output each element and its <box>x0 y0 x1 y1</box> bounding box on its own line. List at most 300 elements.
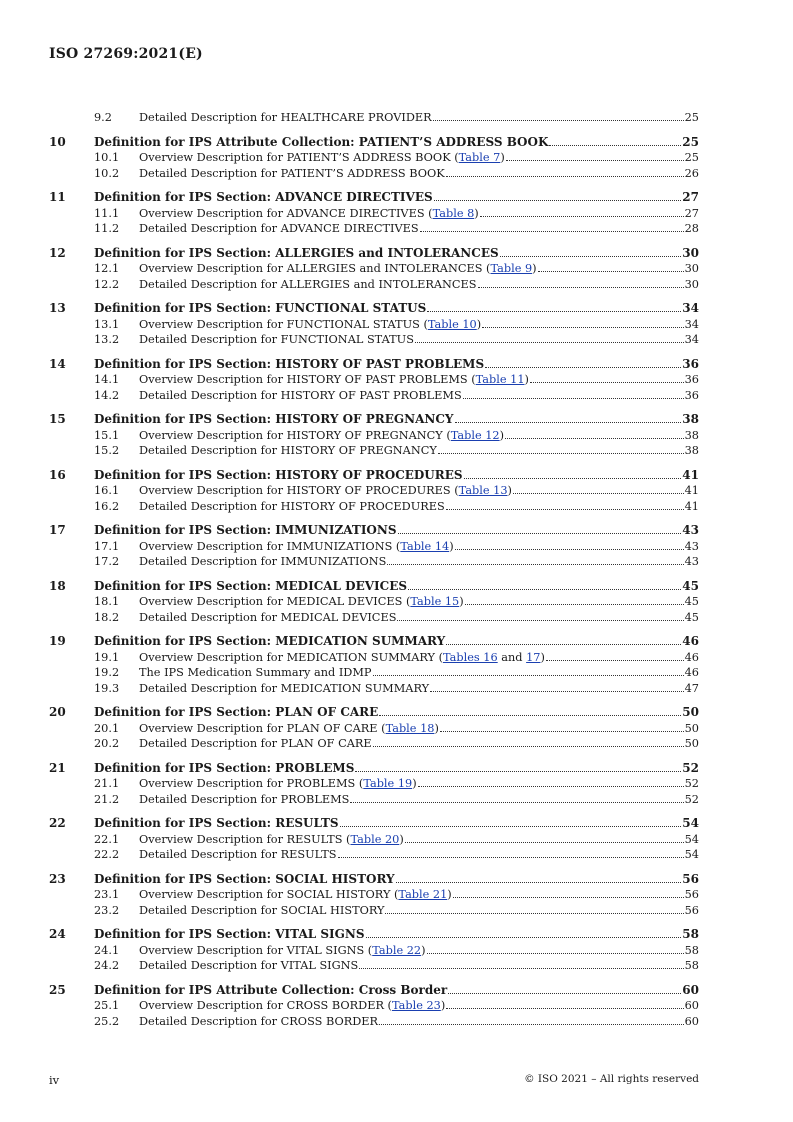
dot-leader <box>446 508 684 510</box>
toc-section-entry[interactable] <box>49 301 699 317</box>
toc-section-entry[interactable] <box>49 983 699 999</box>
table-reference-link[interactable]: Table 13 <box>458 484 508 497</box>
toc-subsection-entry[interactable] <box>49 428 699 444</box>
toc-entry-text: ) <box>476 317 482 331</box>
toc-entry-title <box>139 499 445 515</box>
dot-leader <box>427 310 681 312</box>
toc-entry-number: 15.2 <box>94 444 120 457</box>
toc-subsection-entry[interactable] <box>49 261 699 277</box>
toc-entry-text: Definition for IPS Attribute Collection: Cross Border <box>94 982 448 997</box>
toc-entry-number: 11.1 <box>94 206 120 220</box>
toc-entry-text: ) <box>532 262 537 275</box>
dot-leader <box>480 215 684 217</box>
toc-subsection-entry[interactable] <box>49 776 699 792</box>
toc-entry-title <box>139 1014 378 1030</box>
toc-entry-text: ) <box>399 832 404 846</box>
toc-entry-number: 16.2 <box>94 499 120 513</box>
dot-leader <box>546 659 684 661</box>
toc-subsection-entry[interactable] <box>49 650 699 666</box>
toc-subsection-entry[interactable] <box>49 372 699 388</box>
toc-entry-number: 22.2 <box>94 848 120 861</box>
dot-leader <box>373 674 684 676</box>
copyright-notice: © ISO 2021 – All rights reserved <box>524 1073 699 1085</box>
toc-section-entry[interactable] <box>49 190 699 206</box>
toc-section-entry[interactable] <box>49 135 699 151</box>
toc-page-number[interactable]: 60 <box>684 999 699 1012</box>
toc-entry-text: Overview Description for PLAN OF CARE ( <box>139 721 386 735</box>
toc-page-number[interactable]: 34 <box>682 301 699 315</box>
toc-entry-text: ) <box>459 595 464 608</box>
toc-entry-text: Detailed Description for RESULTS <box>139 848 337 861</box>
table-reference-link[interactable]: Table 20 <box>350 832 400 846</box>
toc-page-number[interactable]: 56 <box>682 871 699 886</box>
toc-subsection-entry[interactable] <box>49 499 699 515</box>
table-reference-link[interactable]: Table 8 <box>432 206 475 220</box>
toc-entry-text: Detailed Description for PATIENT’S ADDRESS BOOK <box>139 166 445 180</box>
toc-entry-number: 16.1 <box>94 484 120 497</box>
toc-page-number[interactable]: 41 <box>684 499 699 513</box>
toc-page-number[interactable]: 45 <box>682 578 699 593</box>
toc-subsection-entry[interactable] <box>49 832 699 848</box>
toc-subsection-entry[interactable] <box>49 958 699 974</box>
toc-page-number[interactable]: 34 <box>684 317 699 331</box>
toc-page-number[interactable]: 60 <box>684 1014 699 1028</box>
dot-leader <box>385 912 683 914</box>
toc-entry-line <box>139 594 699 610</box>
toc-entry-line <box>94 190 699 206</box>
toc-entry-title <box>139 958 358 974</box>
toc-page-number[interactable]: 41 <box>682 467 699 482</box>
toc-entry-title <box>139 150 505 166</box>
toc-page-number[interactable]: 50 <box>684 737 699 750</box>
dot-leader <box>464 477 682 479</box>
toc-entry-number: 11 <box>49 190 66 204</box>
toc-subsection-entry[interactable] <box>49 277 699 293</box>
toc-section-entry[interactable] <box>49 357 699 373</box>
toc-subsection-entry[interactable] <box>49 150 699 166</box>
toc-page-number[interactable]: 30 <box>684 277 699 291</box>
toc-entry-text: Detailed Description for MEDICATION SUMMARY <box>139 681 430 695</box>
toc-page-number[interactable]: 27 <box>682 190 699 204</box>
toc-entry-text: Definition for IPS Section: HISTORY OF PREGNANCY <box>94 412 454 426</box>
toc-page-number[interactable]: 43 <box>682 523 699 537</box>
toc-entry-number: 17.2 <box>94 555 120 568</box>
toc-entry-number: 13 <box>49 301 66 315</box>
toc-entry-text: Detailed Description for HISTORY OF PREGNANCY <box>139 444 437 457</box>
toc-entry-title <box>139 221 419 237</box>
toc-entry-text: Detailed Description for SOCIAL HISTORY <box>139 903 385 917</box>
toc-page-number[interactable]: 38 <box>684 428 699 442</box>
toc-entry-line <box>139 150 699 166</box>
dot-leader <box>408 588 681 590</box>
toc-page-number[interactable]: 43 <box>684 539 699 553</box>
toc-entry-line <box>94 634 699 650</box>
dot-leader <box>355 770 681 772</box>
toc-subsection-entry[interactable] <box>49 903 699 919</box>
dot-leader <box>434 199 682 201</box>
toc-entry-number: 24 <box>49 927 66 941</box>
toc-page-number[interactable]: 58 <box>682 927 699 941</box>
toc-entry-text: ) <box>500 151 505 164</box>
toc-entry-text: Overview Description for IMMUNIZATIONS ( <box>139 539 401 553</box>
toc-entry-title <box>139 388 462 404</box>
toc-subsection-entry[interactable] <box>49 1014 699 1030</box>
toc-page-number[interactable]: 36 <box>684 373 699 386</box>
toc-entry-line <box>139 736 699 752</box>
dot-leader <box>338 856 684 858</box>
toc-page-number[interactable]: 46 <box>684 666 699 679</box>
table-reference-link[interactable]: Table 15 <box>410 595 460 608</box>
toc-entry-text: and <box>497 650 527 664</box>
toc-section-entry[interactable] <box>49 705 699 721</box>
toc-entry-text: Detailed Description for HEALTHCARE PROVIDER <box>139 111 432 124</box>
dot-leader <box>430 690 684 692</box>
toc-entry-title <box>139 847 337 863</box>
toc-subsection-entry[interactable] <box>49 206 699 222</box>
toc-section-entry[interactable] <box>49 816 699 832</box>
toc-entry-text: Overview Description for HISTORY OF PROCEDURES ( <box>139 484 459 497</box>
toc-entry-text: Definition for IPS Section: ALLERGIES and INTOLERANCES <box>94 245 499 260</box>
toc-entry-text: Detailed Description for ALLERGIES and INTOLERANCES <box>139 277 477 291</box>
toc-entry-title <box>139 317 481 333</box>
toc-entry-text: Definition for IPS Section: SOCIAL HISTORY <box>94 871 395 886</box>
toc-entry-text: Overview Description for HISTORY OF PREGNANCY ( <box>139 428 451 442</box>
dot-leader <box>418 785 684 787</box>
toc-entry-text: Detailed Description for HISTORY OF PAST PROBLEMS <box>139 388 462 402</box>
toc-subsection-entry[interactable] <box>49 943 699 959</box>
toc-entry-line <box>139 372 699 388</box>
dot-leader <box>440 730 684 732</box>
toc-page-number[interactable]: 50 <box>682 705 699 719</box>
toc-page-number[interactable]: 25 <box>684 111 699 124</box>
toc-subsection-entry[interactable] <box>49 554 699 570</box>
table-reference-link[interactable]: Table 9 <box>490 262 533 275</box>
toc-entry-title <box>94 983 447 999</box>
toc-page-number[interactable]: 46 <box>684 650 699 664</box>
toc-subsection-entry[interactable] <box>49 610 699 626</box>
toc-page-number[interactable]: 27 <box>684 206 699 220</box>
table-reference-link[interactable]: Table 14 <box>400 539 450 553</box>
toc-entry-title <box>139 832 404 848</box>
toc-subsection-entry[interactable] <box>49 736 699 752</box>
toc-page-number[interactable]: 46 <box>682 634 699 648</box>
toc-page-number[interactable]: 50 <box>684 721 699 735</box>
toc-entry-number: 20 <box>49 705 66 719</box>
toc-entry-text: Definition for IPS Attribute Collection: PATIENT’S ADDRESS BOOK <box>94 134 549 149</box>
toc-entry-text: Definition for IPS Section: IMMUNIZATIONS <box>94 523 397 537</box>
toc-subsection-entry[interactable] <box>49 110 699 126</box>
toc-entry-title <box>139 483 512 499</box>
toc-entry-title <box>94 468 463 484</box>
toc-entry-number: 17 <box>49 523 66 537</box>
toc-section-entry[interactable] <box>49 579 699 595</box>
toc-entry-number: 13.2 <box>94 333 120 346</box>
dot-leader <box>463 397 684 399</box>
toc-entry-line <box>94 523 699 539</box>
toc-entry-line <box>139 388 699 404</box>
toc-entry-number: 19.1 <box>94 650 120 664</box>
toc-entry-number: 13.1 <box>94 317 120 331</box>
toc-subsection-entry[interactable] <box>49 317 699 333</box>
toc-entry-number: 12.2 <box>94 277 120 291</box>
toc-entry-line <box>94 983 699 999</box>
toc-entry-title <box>94 190 433 206</box>
toc-section-entry[interactable] <box>49 634 699 650</box>
toc-entry-title <box>139 594 464 610</box>
toc-subsection-entry[interactable] <box>49 998 699 1014</box>
dot-leader <box>505 437 684 439</box>
toc-page-number[interactable]: 38 <box>684 444 699 457</box>
toc-subsection-entry[interactable] <box>49 388 699 404</box>
toc-entry-line <box>139 277 699 293</box>
toc-page-number[interactable]: 52 <box>684 777 699 790</box>
toc-entry-number: 17.1 <box>94 539 120 553</box>
toc-entry-line <box>139 847 699 863</box>
dot-leader <box>530 381 684 383</box>
toc-page-number[interactable]: 56 <box>684 903 699 917</box>
toc-entry-text: Overview Description for MEDICATION SUMMARY ( <box>139 650 443 664</box>
toc-entry-title <box>139 277 477 293</box>
toc-entry-title <box>94 816 339 832</box>
toc-entry-text: Overview Description for VITAL SIGNS ( <box>139 943 373 957</box>
dot-leader <box>453 896 684 898</box>
toc-entry-title <box>139 792 349 808</box>
toc-entry-number: 24.1 <box>94 943 120 957</box>
toc-entry-number: 10.2 <box>94 166 120 180</box>
table-reference-link[interactable]: Table 23 <box>391 999 441 1012</box>
toc-page-number[interactable]: 28 <box>684 222 699 235</box>
table-reference-link[interactable]: Table 7 <box>458 151 501 164</box>
toc-entry-line <box>139 483 699 499</box>
table-reference-link[interactable]: Table 12 <box>450 428 500 442</box>
toc-entry-text: Definition for IPS Section: PLAN OF CARE <box>94 705 379 719</box>
toc-entry-line <box>94 246 699 262</box>
toc-entry-number: 21 <box>49 760 66 775</box>
toc-entry-line <box>139 443 699 459</box>
table-reference-link[interactable]: Table 21 <box>398 888 448 901</box>
toc-entry-text: Detailed Description for PROBLEMS <box>139 792 350 806</box>
toc-entry-number: 19.3 <box>94 681 120 695</box>
toc-entry-line <box>139 206 699 222</box>
toc-section-entry[interactable] <box>49 761 699 777</box>
toc-entry-line <box>139 721 699 737</box>
toc-page-number[interactable]: 58 <box>684 959 699 972</box>
toc-entry-title <box>139 998 445 1014</box>
toc-entry-text: ) <box>412 777 417 790</box>
table-reference-link[interactable]: Table 19 <box>363 777 413 790</box>
toc-page-number[interactable]: 58 <box>684 943 699 957</box>
toc-entry-number: 18 <box>49 578 66 593</box>
toc-page-number[interactable]: 38 <box>682 412 699 426</box>
table-reference-link[interactable]: Table 10 <box>427 317 477 331</box>
dot-leader <box>373 745 684 747</box>
table-reference-link[interactable]: Table 18 <box>385 721 435 735</box>
toc-entry-text: Overview Description for PATIENT’S ADDRESS BOOK ( <box>139 151 459 164</box>
toc-page-number[interactable]: 54 <box>684 832 699 846</box>
toc-entry-title <box>139 887 452 903</box>
toc-page-number[interactable]: 54 <box>684 848 699 861</box>
toc-entry-text: Definition for IPS Section: VITAL SIGNS <box>94 927 365 941</box>
toc-entry-number: 25.2 <box>94 1014 120 1028</box>
toc-entry-title <box>139 110 432 126</box>
toc-section-entry[interactable] <box>49 523 699 539</box>
dot-leader <box>438 452 684 454</box>
toc-page-number[interactable]: 25 <box>684 151 699 164</box>
toc-entry-line <box>139 610 699 626</box>
toc-subsection-entry[interactable] <box>49 887 699 903</box>
toc-entry-number: 25.1 <box>94 999 120 1012</box>
toc-entry-text: Definition for IPS Section: ADVANCE DIRECTIVES <box>94 190 433 204</box>
toc-page-number[interactable]: 25 <box>682 134 699 149</box>
toc-page-number[interactable]: 30 <box>682 245 699 260</box>
toc-entry-line <box>139 943 699 959</box>
toc-subsection-entry[interactable] <box>49 483 699 499</box>
dot-leader <box>398 532 682 534</box>
dot-leader <box>427 952 684 954</box>
toc-page-number[interactable]: 36 <box>682 356 699 371</box>
toc-entry-title <box>139 428 504 444</box>
toc-entry-line <box>139 554 699 570</box>
dot-leader <box>420 230 684 232</box>
toc-subsection-entry[interactable] <box>49 332 699 348</box>
toc-section-entry[interactable] <box>49 468 699 484</box>
toc-entry-line <box>139 832 699 848</box>
table-reference-link[interactable]: Table 22 <box>372 943 422 957</box>
toc-page-number[interactable]: 52 <box>684 792 699 806</box>
toc-subsection-entry[interactable] <box>49 594 699 610</box>
toc-subsection-entry[interactable] <box>49 847 699 863</box>
dot-leader <box>446 1007 683 1009</box>
toc-page-number[interactable]: 56 <box>684 888 699 901</box>
document-id-header: ISO 27269:2021(E) <box>49 46 203 62</box>
dot-leader <box>387 563 683 565</box>
table-reference-link[interactable]: 17 <box>526 650 541 664</box>
toc-page-number[interactable]: 30 <box>684 262 699 275</box>
page-number: iv <box>49 1073 60 1087</box>
toc-entry-number: 20.2 <box>94 737 120 750</box>
toc-entry-title <box>139 443 437 459</box>
toc-section-entry[interactable] <box>49 246 699 262</box>
toc-section-entry[interactable] <box>49 927 699 943</box>
toc-entry-line <box>139 887 699 903</box>
dot-leader <box>433 119 684 121</box>
toc-entry-line <box>94 927 699 943</box>
toc-page-number[interactable]: 54 <box>682 816 699 830</box>
toc-entry-text: Overview Description for ADVANCE DIRECTIVES ( <box>139 206 433 220</box>
table-reference-link[interactable]: Tables 16 <box>443 650 498 664</box>
table-reference-link[interactable]: Table 11 <box>475 373 525 386</box>
toc-entry-text: ) <box>421 943 426 957</box>
toc-entry-title <box>139 554 386 570</box>
dot-leader <box>448 992 681 994</box>
toc-entry-title <box>94 872 395 888</box>
toc-entry-text: ) <box>434 721 439 735</box>
toc-page-number[interactable]: 45 <box>684 595 699 608</box>
toc-entry-number: 15 <box>49 412 66 426</box>
toc-page-number[interactable]: 41 <box>684 484 699 497</box>
toc-subsection-entry[interactable] <box>49 721 699 737</box>
toc-subsection-entry[interactable] <box>49 792 699 808</box>
toc-page-number[interactable]: 52 <box>682 760 699 775</box>
toc-section-entry[interactable] <box>49 412 699 428</box>
toc-entry-line <box>139 903 699 919</box>
toc-entry-text: Definition for IPS Section: HISTORY OF PROCEDURES <box>94 467 463 482</box>
dot-leader <box>397 619 683 621</box>
toc-entry-text: ) <box>540 650 545 664</box>
toc-entry-text: Overview Description for HISTORY OF PAST PROBLEMS ( <box>139 373 476 386</box>
toc-entry-title <box>94 301 426 317</box>
dot-leader <box>379 1023 684 1025</box>
toc-entry-title <box>139 539 454 555</box>
toc-entry-line <box>139 650 699 666</box>
toc-entry-number: 14.2 <box>94 388 120 402</box>
toc-entry-text: Overview Description for RESULTS ( <box>139 832 351 846</box>
dot-leader <box>396 881 682 883</box>
toc-subsection-entry[interactable] <box>49 681 699 697</box>
toc-entry-line <box>94 816 699 832</box>
toc-page-number[interactable]: 26 <box>684 166 699 180</box>
toc-entry-number: 23.2 <box>94 903 120 917</box>
toc-entry-text: Detailed Description for FUNCTIONAL STATUS <box>139 333 414 346</box>
dot-leader <box>465 603 684 605</box>
toc-entry-text: Definition for IPS Section: MEDICAL DEVICES <box>94 578 408 593</box>
toc-entry-number: 20.1 <box>94 721 120 735</box>
toc-section-entry[interactable] <box>49 872 699 888</box>
toc-entry-text: ) <box>447 888 452 901</box>
toc-entry-text: Detailed Description for ADVANCE DIRECTIVES <box>139 222 419 235</box>
toc-subsection-entry[interactable] <box>49 166 699 182</box>
toc-entry-line <box>139 428 699 444</box>
toc-entry-text: Overview Description for CROSS BORDER ( <box>139 999 392 1012</box>
toc-entry-line <box>139 261 699 277</box>
toc-entry-line <box>94 135 699 151</box>
toc-entry-number: 21.2 <box>94 792 120 806</box>
dot-leader <box>446 175 684 177</box>
dot-leader <box>446 643 681 645</box>
toc-entry-title <box>94 927 365 943</box>
toc-entry-title <box>139 372 529 388</box>
toc-subsection-entry[interactable] <box>49 221 699 237</box>
dot-leader <box>500 255 682 257</box>
toc-entry-number: 12 <box>49 245 66 260</box>
toc-entry-title <box>139 681 429 697</box>
dot-leader <box>455 548 684 550</box>
toc-subsection-entry[interactable] <box>49 665 699 681</box>
toc-entry-number: 23 <box>49 871 66 886</box>
toc-entry-text: Definition for IPS Section: PROBLEMS <box>94 760 355 775</box>
toc-entry-text: Overview Description for FUNCTIONAL STATUS ( <box>139 317 428 331</box>
toc-subsection-entry[interactable] <box>49 443 699 459</box>
toc-page-number[interactable]: 36 <box>684 388 699 402</box>
toc-entry-number: 23.1 <box>94 888 120 901</box>
toc-entry-line <box>139 681 699 697</box>
toc-entry-title <box>94 412 454 428</box>
toc-entry-text: Detailed Description for CROSS BORDER <box>139 1014 379 1028</box>
toc-page-number[interactable]: 47 <box>684 681 699 695</box>
toc-page-number[interactable]: 60 <box>682 982 699 997</box>
toc-entry-text: ) <box>449 539 454 553</box>
toc-page-number[interactable]: 34 <box>684 333 699 346</box>
toc-entry-text: Overview Description for MEDICAL DEVICES ( <box>139 595 411 608</box>
toc-subsection-entry[interactable] <box>49 539 699 555</box>
toc-entry-number: 24.2 <box>94 959 120 972</box>
toc-entry-text: The IPS Medication Summary and IDMP <box>139 666 372 679</box>
toc-page-number[interactable]: 45 <box>684 610 699 624</box>
toc-entry-title <box>139 721 439 737</box>
toc-page-number[interactable]: 43 <box>684 555 699 568</box>
toc-entry-title <box>139 736 372 752</box>
toc-entry-text: Definition for IPS Section: MEDICATION SUMMARY <box>94 634 446 648</box>
